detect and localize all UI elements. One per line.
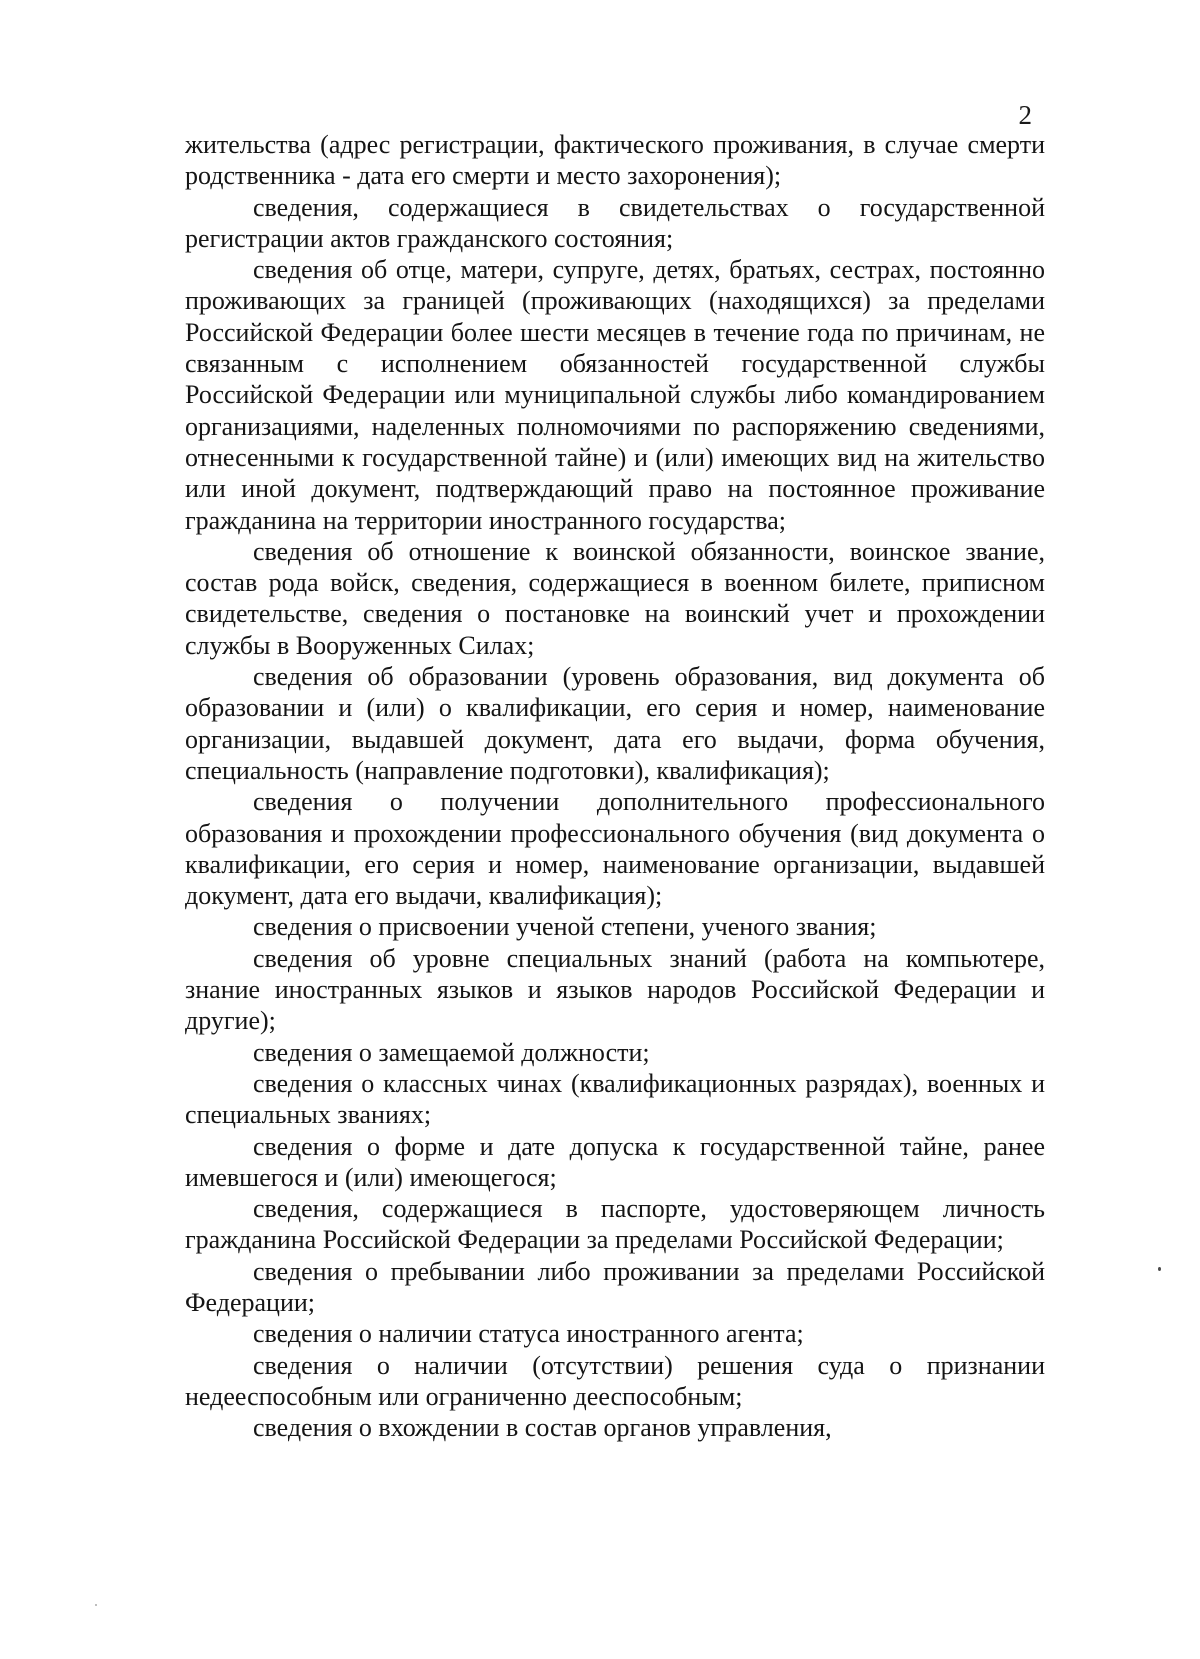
paragraph-class-ranks: сведения о классных чинах (квалификационных разрядах), военных и специальных званиях; xyxy=(185,1068,1045,1130)
paragraph-special-skills: сведения об уровне специальных знаний (работа на компьютере, знание иностранных языков и языков народов Российской Федерации и другие); xyxy=(185,943,1045,1036)
paragraph-residence-continuation: жительства (адрес регистрации, фактического проживания, в случае смерти родственника - дата его смерти и место захоронения); xyxy=(185,130,1045,191)
paragraph-foreign-agent: сведения о наличии статуса иностранного агента; xyxy=(253,1319,804,1349)
scan-speck xyxy=(1158,1267,1161,1271)
paragraph-relatives-abroad: сведения об отце, матери, супруге, детях, братьях, сестрах, постоянно проживающих за границей (проживающих (находящихся) за пределами Российской Федерации более шести месяцев в течение года по причинам, не связанным с исполнением обязанностей государственной службы Российской Федерации или муниципальной службы либо командированием организациями, наделенных полномочиями по распоряжению сведениями, отнесенными к государственной тайне) и (или) имеющих вид на жительство или иной документ, подтверждающий право на постоянное проживание гражданина на территории иностранного государства; xyxy=(185,255,1045,535)
paragraph-education: сведения об образовании (уровень образования, вид документа об образовании и (или) о квалификации, его серия и номер, наименование организации, выдавшей документ, дата его выдачи, форма обучения, специальность (направление подготовки), квалификация); xyxy=(185,662,1045,785)
paragraph-military-duty: сведения об отношение к воинской обязанности, воинское звание, состав рода войск, сведения, содержащиеся в военном билете, приписном свидетельстве, сведения о постановке на воинский учет и прохождении службы в Вооруженных Силах; xyxy=(185,536,1045,660)
scan-speck xyxy=(95,1604,97,1606)
paragraph-position: сведения о замещаемой должности; xyxy=(253,1037,650,1067)
paragraph-management-bodies: сведения о вхождении в состав органов управления, xyxy=(253,1413,832,1443)
paragraph-court-decision: сведения о наличии (отсутствии) решения суда о признании недееспособным или ограниченно дееспособным; xyxy=(185,1350,1045,1411)
page-number: 2 xyxy=(1018,100,1032,130)
paragraph-foreign-passport: сведения, содержащиеся в паспорте, удостоверяющем личность гражданина Российской Федерации за пределами Российской Федерации; xyxy=(185,1194,1045,1255)
paragraph-secret-clearance: сведения о форме и дате допуска к государственной тайне, ранее имевшегося и (или) имеющегося; xyxy=(185,1131,1045,1192)
paragraph-additional-education: сведения о получении дополнительного профессионального образования и прохождении профессионального обучения (вид документа о квалификации, его серия и номер, наименование организации, выдавшей документ, дата его выдачи, квалификация); xyxy=(185,787,1045,911)
paragraph-civil-status: сведения, содержащиеся в свидетельствах о государственной регистрации актов гражданского состояния; xyxy=(185,192,1045,253)
paragraph-academic-degree: сведения о присвоении ученой степени, ученого звания; xyxy=(253,912,877,942)
paragraph-stay-abroad: сведения о пребывании либо проживании за пределами Российской Федерации; xyxy=(185,1256,1045,1317)
document-body xyxy=(185,129,1045,1443)
